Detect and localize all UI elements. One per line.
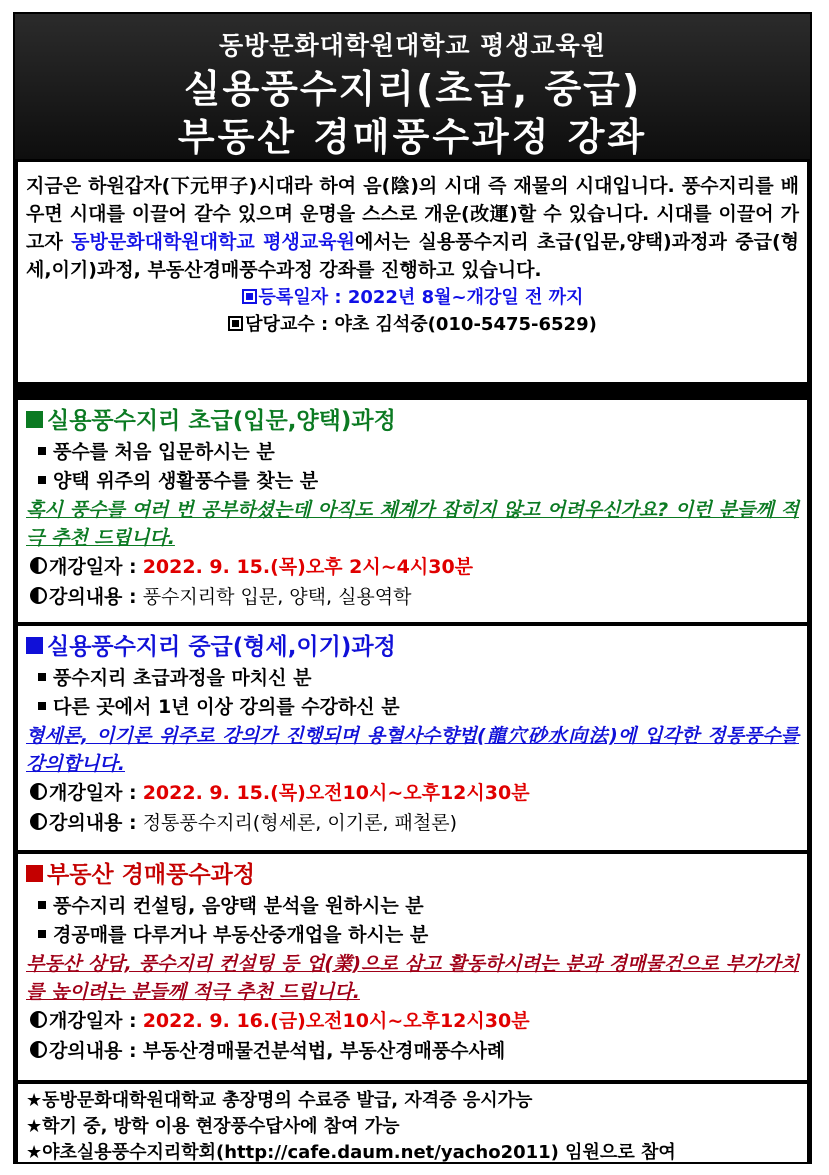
section-intermediate: [18, 624, 807, 850]
register-date: 등록일자 : 2022년 8월~개강일 전 까지: [258, 287, 584, 308]
bullet-icon: [38, 702, 46, 710]
content-value: 부동산경매물건분석법, 부동산경매풍수사례: [142, 1040, 506, 1062]
date-label: 개강일자 :: [49, 1010, 137, 1032]
footer-text: 동방문화대학원대학교 총장명의 수료증 발급, 자격증 응시가능: [42, 1090, 533, 1111]
list-item-text: 다른 곳에서 1년 이상 강의를 수강하신 분: [53, 696, 400, 718]
content-label: 강의내용 :: [49, 586, 137, 608]
poster-header: [15, 14, 810, 159]
professor-line: [26, 311, 799, 338]
intro-paragraph: [26, 172, 799, 284]
half-circle-icon: [30, 813, 47, 830]
poster-frame: [13, 12, 812, 1164]
footer-line: [26, 1114, 799, 1140]
header-title-line2: 부동산 경매풍수과정 강좌: [177, 115, 648, 159]
section-emphasis: 혹시 풍수를 여러 번 공부하셨는데 아직도 체계가 잡히지 않고 어려우신가요? 이런 분들께 적극 추천 드립니다.: [26, 499, 799, 549]
intro-box: [18, 162, 807, 382]
list-item-text: 양택 위주의 생활풍수를 찾는 분: [53, 470, 319, 492]
section-title: [26, 858, 799, 892]
list-item: [26, 467, 799, 496]
footer-line: [26, 1088, 799, 1114]
date-label: 개강일자 :: [49, 782, 137, 804]
section-title-text: 부동산 경매풍수과정: [47, 862, 255, 888]
footer-box: [18, 1082, 807, 1162]
square-icon: [26, 637, 43, 654]
date-value: 2022. 9. 15.(목)오전10시~오후12시30분: [142, 782, 530, 804]
intro-text-a: 지금은 하원갑자(下元甲子)시대라 하여 음(陰)의 시대 즉 재물의 시대입니다. 풍수지리를 배우면 시대를 이끌어 갈수 있으며 운명을 스스로 개운(改運)할 수 있습니다. 시대를 이끌어 가고자: [26, 175, 799, 253]
list-item: [26, 693, 799, 722]
bullet-icon: [38, 901, 46, 909]
half-circle-icon: [30, 1041, 47, 1058]
footer-text: 학기 중, 방학 이용 현장풍수답사에 참여 가능: [42, 1116, 400, 1137]
section-title-text: 실용풍수지리 중급(형세,이기)과정: [47, 634, 396, 660]
section-beginner: [18, 398, 807, 622]
register-date-line: [26, 284, 799, 311]
list-item: [26, 438, 799, 467]
section-title: [26, 404, 799, 438]
content-value: 풍수지리학 입문, 양택, 실용역학: [142, 586, 412, 608]
footer-text: 야초실용풍수지리학회(http://cafe.daum.net/yacho2011) 임원으로 참여: [42, 1142, 676, 1163]
date-row: [26, 552, 799, 582]
list-item-text: 경공매를 다루거나 부동산중개업을 하시는 분: [53, 924, 429, 946]
date-label: 개강일자 :: [49, 556, 137, 578]
content-label: 강의내용 :: [49, 1040, 137, 1062]
content-row: [26, 808, 799, 838]
square-bullet-icon: [228, 316, 243, 331]
list-item: [26, 921, 799, 950]
intro-org-name: 동방문화대학원대학교 평생교육원: [71, 231, 355, 253]
section-realestate: [18, 852, 807, 1080]
date-row: [26, 778, 799, 808]
list-item: [26, 664, 799, 693]
header-title-line1: 실용풍수지리(초급, 중급): [183, 67, 642, 111]
date-value: 2022. 9. 16.(금)오전10시~오후12시30분: [142, 1010, 530, 1032]
header-subtitle: 동방문화대학원대학교 평생교육원: [219, 31, 606, 60]
half-circle-icon: [30, 557, 47, 574]
section-title: [26, 630, 799, 664]
star-icon: ★: [26, 1142, 43, 1163]
section-emphasis: 형세론, 이기론 위주로 강의가 진행되며 용혈사수향법(龍穴砂水向法)에 입각한 정통풍수를 강의합니다.: [26, 725, 799, 775]
bullet-icon: [38, 476, 46, 484]
section-emphasis: 부동산 상담, 풍수지리 컨설팅 등 업(業)으로 삼고 활동하시려는 분과 경매물건으로 부가가치를 높이려는 분들께 적극 추천 드립니다.: [26, 953, 799, 1003]
bullet-icon: [38, 930, 46, 938]
bullet-icon: [38, 447, 46, 455]
content-value: 정통풍수지리(형세론, 이기론, 패철론): [142, 812, 457, 834]
square-icon: [26, 865, 43, 882]
content-row: [26, 582, 799, 612]
professor-info: 담당교수 : 야초 김석중(010-5475-6529): [245, 314, 597, 335]
half-circle-icon: [30, 1011, 47, 1028]
section-title-text: 실용풍수지리 초급(입문,양택)과정: [47, 408, 396, 434]
half-circle-icon: [30, 783, 47, 800]
half-circle-icon: [30, 587, 47, 604]
list-item: [26, 892, 799, 921]
square-icon: [26, 411, 43, 428]
content-label: 강의내용 :: [49, 812, 137, 834]
date-value: 2022. 9. 15.(목)오후 2시~4시30분: [142, 556, 474, 578]
list-item-text: 풍수를 처음 입문하시는 분: [53, 441, 275, 463]
list-item-text: 풍수지리 초급과정을 마치신 분: [53, 667, 312, 689]
star-icon: ★: [26, 1116, 43, 1137]
list-item-text: 풍수지리 컨설팅, 음양택 분석을 원하시는 분: [53, 895, 424, 917]
bullet-icon: [38, 673, 46, 681]
footer-line: [26, 1140, 799, 1166]
date-row: [26, 1006, 799, 1036]
star-icon: ★: [26, 1090, 43, 1111]
content-row: [26, 1036, 799, 1066]
intro-text-b: 에서는 실용풍수지리 초급(입문,양택)과정과 중급(형세,이기)과정, 부동산경매풍수과정 강좌를 진행하고 있습니다.: [26, 231, 799, 281]
square-bullet-icon: [242, 289, 257, 304]
